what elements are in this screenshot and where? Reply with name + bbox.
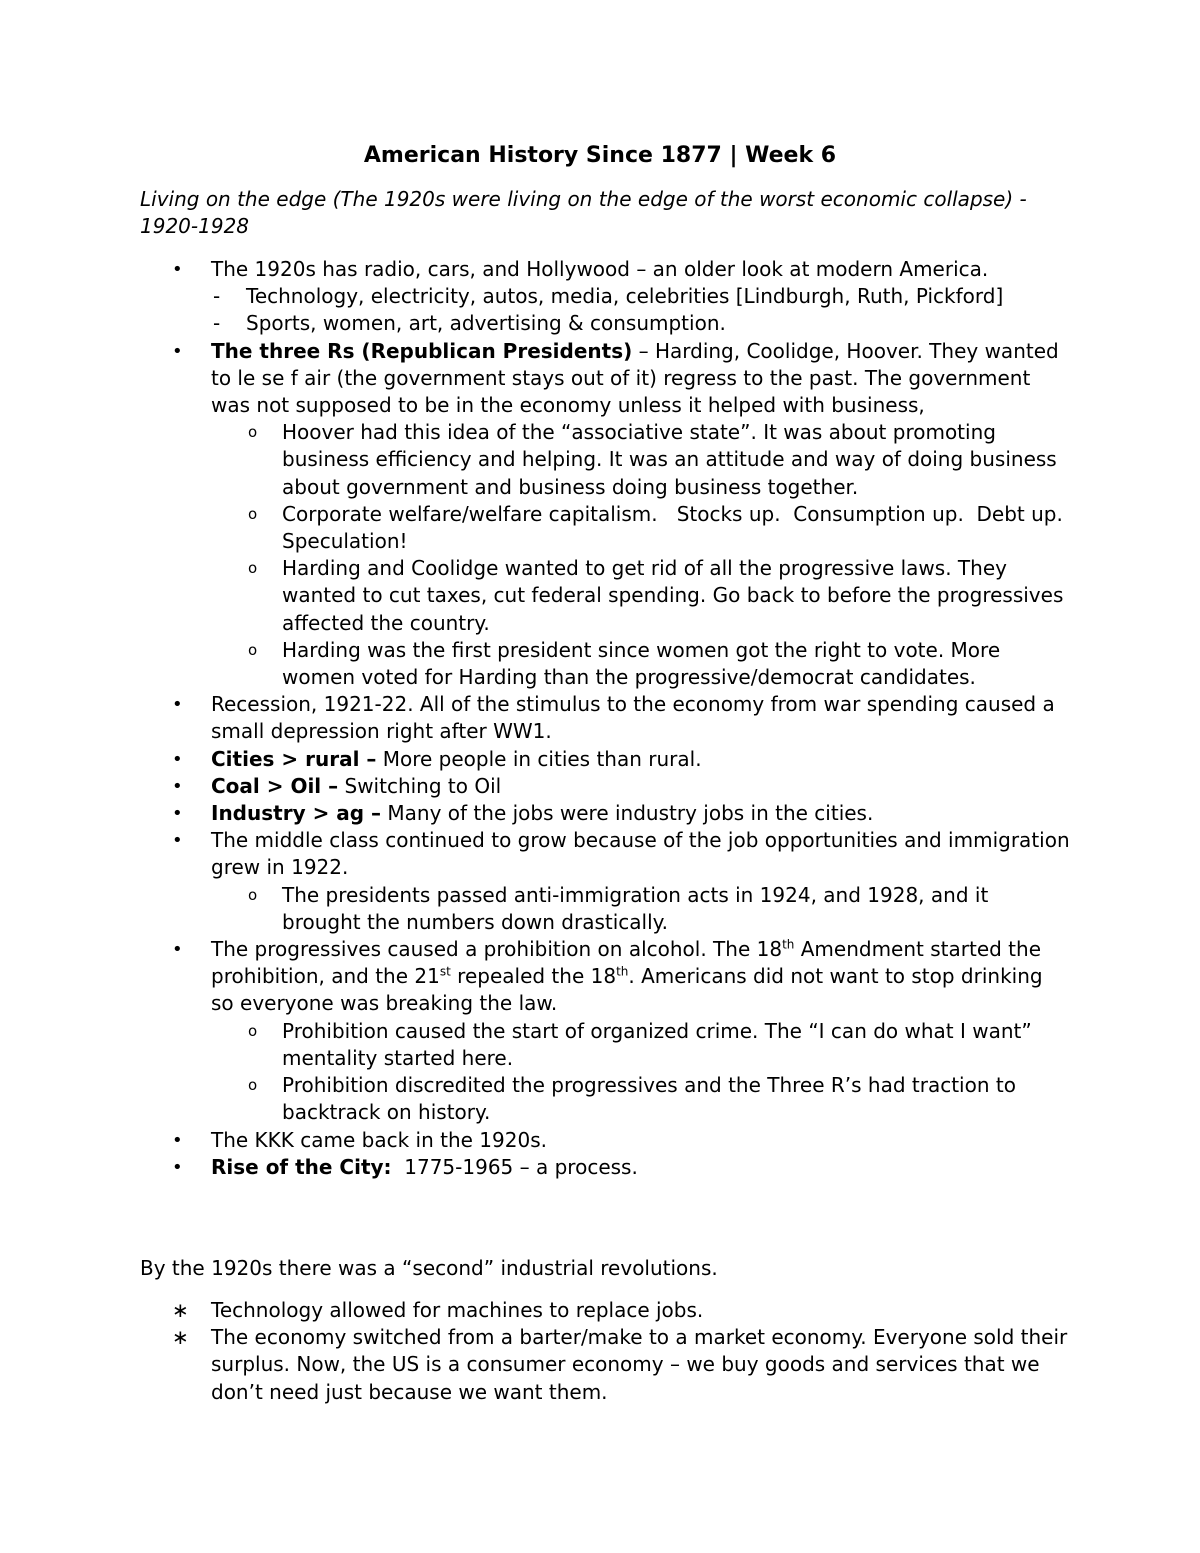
- circle-icon: o: [248, 1021, 258, 1040]
- star-list: [0, 1297, 1200, 1406]
- circle-icon: o: [248, 885, 258, 904]
- list-item: o The presidents passed anti-immigration acts in 1924, and 1928, and it brought the numbers down drastically.: [248, 882, 989, 934]
- circle-icon: o: [248, 559, 258, 578]
- list-item: o Hoover had this idea of the “associative state”. It was about promoting business efficiency and helping. It was an attitude and way of doing business about government and business doing business together.: [248, 420, 1057, 499]
- list-item: o Harding was the first president since women got the right to vote. More women voted for Harding than the progressive/democrat candidates.: [248, 637, 1001, 690]
- bullet-icon: •: [172, 340, 183, 362]
- list-item: o Prohibition caused the start of organized crime. The “I can do what I want” mentality started here.: [248, 1018, 1032, 1070]
- list-item: • Coal > Oil – Switching to Oil: [0, 773, 1071, 800]
- list-item: • The 1920s has radio, cars, and Hollywood – an older look at modern America.: [0, 256, 1071, 283]
- list-item: • Cities > rural – More people in cities than rural.: [0, 746, 1071, 773]
- list-item: • The KKK came back in the 1920s.: [0, 1127, 1071, 1154]
- list-item: • Industry > ag – Many of the jobs were industry jobs in the cities.: [0, 800, 1071, 827]
- list-item: o Prohibition discredited the progressives and the Three R’s had traction to backtrack on history.: [248, 1073, 1016, 1125]
- body-paragraph: By the 1920s there was a “second” industrial revolutions.: [140, 1256, 718, 1280]
- bullet-icon: •: [172, 803, 183, 825]
- subtitle: Living on the edge (The 1920s were living on the edge of the worst economic collapse) - 1920-1928: [140, 187, 1027, 239]
- bullet-icon: •: [172, 694, 183, 716]
- list-item: - Sports, women, art, advertising & consumption.: [0, 310, 1071, 337]
- notes-list: [0, 256, 1200, 1181]
- bullet-icon: •: [172, 939, 183, 961]
- circle-icon: o: [248, 1076, 258, 1095]
- list-item: • The progressives caused a prohibition on alcohol. The 18th Amendment started the prohibition, and the 21st repealed the 18th. Americans did not want to stop drinking so everyone was breaking the law.: [172, 937, 1043, 1016]
- bullet-icon: •: [172, 1129, 183, 1151]
- bullet-icon: •: [172, 830, 183, 852]
- bullet-icon: •: [172, 259, 183, 280]
- list-item: • The middle class continued to grow because of the job opportunities and immigration grew in 1922.: [172, 828, 1070, 880]
- asterisk-icon: ∗: [172, 1325, 189, 1350]
- dash-icon: -: [213, 284, 221, 309]
- list-item: o Harding and Coolidge wanted to get rid of all the progressive laws. They wanted to cut taxes, cut federal spending. Go back to before the progressives affected the country.: [248, 556, 1064, 635]
- asterisk-icon: ∗: [172, 1298, 189, 1322]
- list-item: ∗ Technology allowed for machines to replace jobs.: [0, 1297, 1071, 1324]
- list-item: - Technology, electricity, autos, media, celebrities [Lindburgh, Ruth, Pickford]: [0, 283, 1071, 310]
- list-item: • Rise of the City: 1775-1965 – a process.: [0, 1154, 1071, 1181]
- circle-icon: o: [248, 640, 258, 659]
- list-item: ∗ The economy switched from a barter/make to a market economy. Everyone sold their surplus. Now, the US is a consumer economy – we buy goods and services that we don’t need just because we want them.: [172, 1325, 1068, 1404]
- bullet-icon: •: [172, 748, 183, 770]
- bullet-icon: •: [172, 775, 183, 797]
- circle-icon: o: [248, 423, 258, 442]
- list-item: o Corporate welfare/welfare capitalism. Stocks up. Consumption up. Debt up. Speculation!: [248, 501, 1076, 554]
- list-item: • The three Rs (Republican Presidents) – Harding, Coolidge, Hoover. They wanted to le se f air (the government stays out of it) regress to the past. The government was not supposed to be in the economy unless it helped with business,: [172, 338, 1059, 418]
- list-item: • Recession, 1921-22. All of the stimulus to the economy from war spending caused a small depression right after WW1.: [172, 692, 1055, 744]
- bullet-icon: •: [172, 1156, 183, 1178]
- dash-icon: -: [213, 311, 221, 336]
- circle-icon: o: [248, 504, 258, 523]
- page-title: American History Since 1877 | Week 6: [363, 143, 837, 168]
